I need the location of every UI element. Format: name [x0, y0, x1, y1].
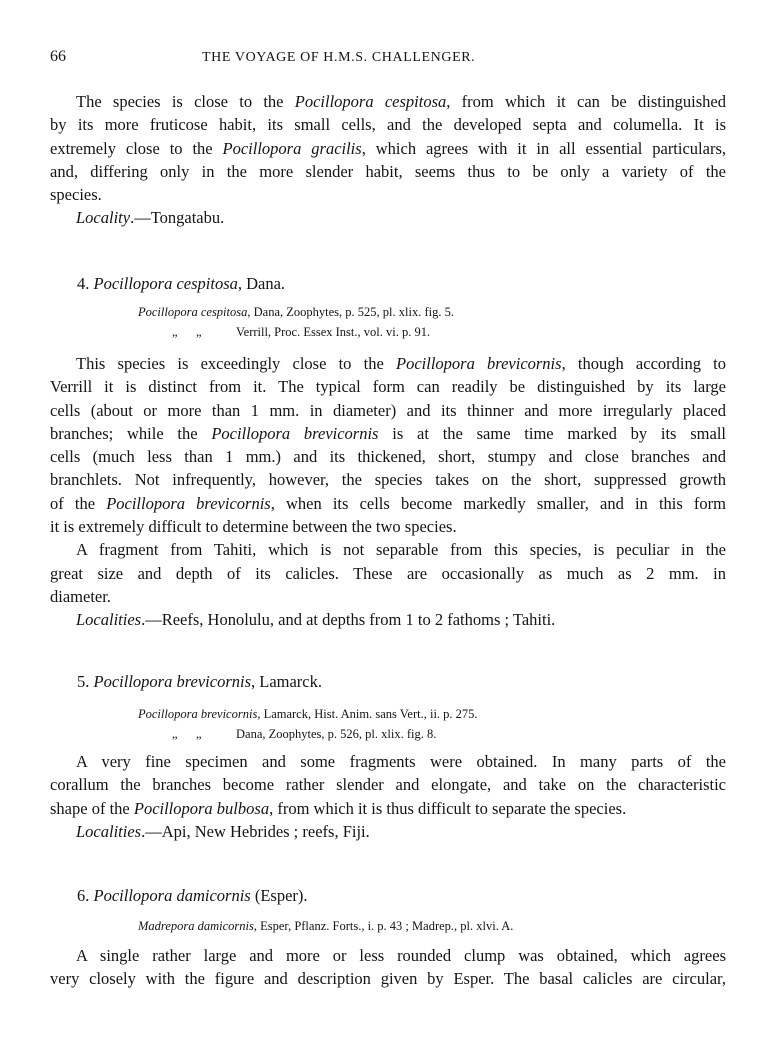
page-number: 66 [50, 48, 66, 65]
species-name: Pocillopora brevicornis [211, 423, 379, 443]
text-line: very closely with the figure and description given by Esper. The basal calicles are circular, [50, 969, 726, 989]
species-name: Pocillopora brevicornis [93, 672, 251, 691]
synonymy-5 [138, 704, 698, 744]
text-line: and, differing only in the more slender habit, seems thus to be only a variety of the [50, 161, 726, 181]
species-heading-5: 5. Pocillopora brevicornis, Lamarck. [77, 672, 323, 691]
text-line: it is extremely difficult to determine between the two species. [50, 517, 457, 537]
species-heading-4: 4. Pocillopora cespitosa, Dana. [77, 274, 286, 293]
species-name: Pocillopora brevicornis [106, 493, 271, 513]
text-line: This species is exceedingly close to the Pocillopora brevicornis, though according to [76, 354, 727, 373]
text-line: diameter. [50, 586, 111, 606]
text-line: of the Pocillopora brevicornis, when its cells become markedly smaller, and in this form [50, 493, 727, 513]
locality-line: Localities.—Reefs, Honolulu, and at depths from 1 to 2 fathoms ; Tahiti. [76, 610, 556, 630]
running-title: THE VOYAGE OF H.M.S. CHALLENGER. [202, 50, 476, 65]
species-name: Pocillopora brevicornis [138, 707, 258, 721]
species-name: Pocillopora damicornis [93, 886, 251, 905]
species-name: Pocillopora cespitosa [138, 305, 248, 319]
text-line: great size and depth of its calicles. These are occasionally as much as 2 mm. in [50, 563, 726, 583]
text-line: The species is close to the Pocillopora cespitosa, from which it can be distinguished [76, 92, 726, 111]
text-line: branchlets. Not infrequently, however, the species takes on the short, suppressed growth [50, 470, 726, 490]
text-line: cells (about or more than 1 mm. in diameter) and its thinner and more irregularly placed [50, 400, 726, 420]
synonymy-line: „ „ Dana, Zoophytes, p. 526, pl. xlix. fig. 8. [138, 724, 698, 744]
ditto-mark: „ [196, 727, 202, 741]
species5-description [50, 750, 726, 843]
text-line: extremely close to the Pocillopora gracilis, which agrees with it in all essential particulars, [50, 138, 726, 158]
locality-line: Localities.—Api, New Hebrides ; reefs, Fiji. [76, 821, 370, 841]
running-header [50, 48, 726, 70]
text-line: A very fine specimen and some fragments were obtained. In many parts of the [76, 752, 726, 771]
species-name: Pocillopora cespitosa [294, 92, 447, 111]
species-name: Pocillopora gracilis [222, 138, 362, 158]
synonymy-4 [138, 302, 698, 342]
text-line: A single rather large and more or less rounded clump was obtained, which agrees [76, 946, 726, 965]
synonymy-6 [138, 916, 698, 936]
text-line: branches; while the Pocillopora brevicornis is at the same time marked by its small [50, 423, 726, 443]
ditto-mark: „ [172, 325, 178, 339]
text-line: species. [50, 185, 102, 205]
ditto-mark: „ [196, 325, 202, 339]
text-line: by its more fruticose habit, its small cells, and the developed septa and columella. It is [50, 115, 726, 135]
species-name: Madrepora damicornis [138, 919, 254, 933]
locality-label: Localities [76, 821, 142, 841]
locality-label: Locality [76, 208, 131, 228]
text-line: shape of the Pocillopora bulbosa, from which it is thus difficult to separate the species. [50, 798, 627, 818]
text-line: Verrill it is distinct from it. The typical form can readily be distinguished by its large [50, 377, 726, 397]
synonymy-line: Madrepora damicornis, Esper, Pflanz. Forts., i. p. 43 ; Madrep., pl. xlvi. A. [138, 919, 514, 933]
intro-paragraph [50, 90, 726, 230]
text-line: corallum the branches become rather slender and elongate, and take on the characteristic [50, 775, 726, 795]
species6-description [50, 944, 726, 991]
species-heading-6: 6. Pocillopora damicornis (Esper). [77, 886, 308, 905]
species4-description [50, 352, 726, 632]
species-name: Pocillopora bulbosa [133, 798, 270, 818]
text-line: A fragment from Tahiti, which is not separable from this species, is peculiar in the [76, 540, 726, 560]
synonymy-line: Pocillopora cespitosa, Dana, Zoophytes, p. 525, pl. xlix. fig. 5. [138, 305, 454, 319]
ditto-mark: „ [172, 727, 178, 741]
synonymy-line: „ „ Verrill, Proc. Essex Inst., vol. vi. p. 91. [138, 322, 698, 342]
locality-label: Localities [76, 610, 142, 630]
text-line: cells (much less than 1 mm.) and its thickened, short, stumpy and close branches and [50, 447, 726, 467]
species-name: Pocillopora cespitosa [93, 274, 238, 293]
synonymy-line: Pocillopora brevicornis, Lamarck, Hist. Anim. sans Vert., ii. p. 275. [138, 707, 478, 721]
species-name: Pocillopora brevicornis [396, 354, 562, 373]
locality-line: Locality.—Tongatabu. [76, 208, 225, 228]
